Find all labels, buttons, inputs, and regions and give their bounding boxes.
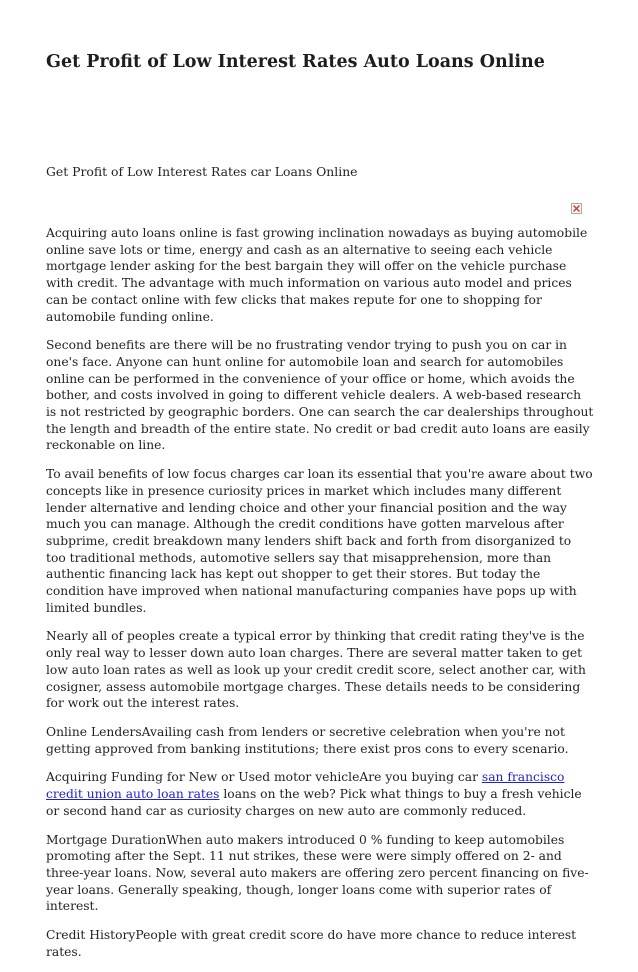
paragraph-mortgage-duration: Mortgage DurationWhen auto makers introduced 0 % funding to keep automobiles promoting after the Sept. 11 nut strikes, these were were simply offered on 2- and three-year loans. Now, several auto makers are offering zero percent financing on five-year loans. Generally speaking, though, longer loans come with superior rates of interest. [46,832,589,914]
close-x-icon [573,205,580,212]
document-title: Get Profit of Low Interest Rates Auto Loans Online [46,52,545,72]
broken-image-icon [571,203,582,214]
document-subtitle: Get Profit of Low Interest Rates car Loans Online [46,164,358,179]
paragraph-acquiring-funding [46,769,594,819]
paragraph-second-benefits: Second benefits are there will be no frustrating vendor trying to push you on car in one's face. Anyone can hunt online for automobile loan and search for automobiles online can be performed in the convenience of your office or home, which avoids the bother, and costs involved in going to different vehicle dealers. A web-based research is not restricted by geographic borders. One can search the car dealerships throughout the length and breadth of the entire state. No credit or bad credit auto loans are easily reckonable on line. [46,338,594,453]
paragraph-text-after-link: loans on the web? Pick what things to buy a fresh vehicle or second hand car as curiosity charges on new auto are commonly reduced. [46,787,582,818]
paragraph-text-before-link: Acquiring Funding for New or Used motor vehicleAre you buying car [46,770,482,785]
paragraph-online-lenders: Online LendersAvailing cash from lenders or secretive celebration when you're not getting approved from banking institutions; there exist pros cons to every scenario. [46,724,569,756]
article-body [46,225,594,972]
auto-loan-rates-link[interactable]: san francisco credit union auto loan rates [46,770,565,802]
paragraph-low-focus-charges: To avail benefits of low focus charges car loan its essential that you're aware about two concepts like in presence curiosity prices in market which includes many different lender alternative and lending choice and other your financial position and the way much you can manage. Although the credit conditions have gotten marvelous after subprime, credit breakdown many lenders shift back and forth from disorganized to too traditional methods, automotive sellers say that misapprehension, more than authentic financing lack has kept out shopper to get their stores. But today the condition have improved when national manufacturing companies have pops up with limited bundles. [46,467,593,615]
paragraph-credit-rating: Nearly all of peoples create a typical error by thinking that credit rating they've is the only real way to lesser down auto loan charges. There are several matter taken to get low auto loan rates as well as look up your credit credit score, select another car, with cosigner, assess automobile mortgage charges. These details needs to be considering for work out the interest rates. [46,629,586,711]
paragraph-credit-history: Credit HistoryPeople with great credit score do have more chance to reduce interest rates. [46,928,577,959]
paragraph-intro: Acquiring auto loans online is fast growing inclination nowadays as buying automobile online save lots or time, energy and cash as an alternative to seeing each vehicle mortgage lender asking for the best bargain they will offer on the vehicle purchase with credit. The advantage with much information on various auto model and prices can be contact online with few clicks that makes repute for one to shopping for automobile funding online. [46,226,588,324]
